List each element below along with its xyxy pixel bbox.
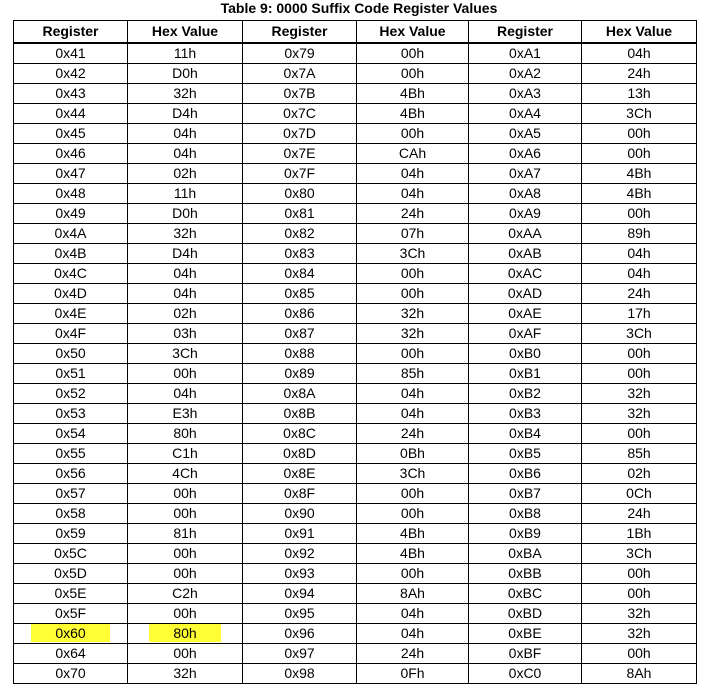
register-cell: 0x5F xyxy=(14,604,128,624)
table-row xyxy=(14,184,697,204)
table-row xyxy=(14,104,697,124)
hex-value-cell: 04h xyxy=(128,284,243,304)
table-row xyxy=(14,284,697,304)
hex-value-cell: 24h xyxy=(357,424,469,444)
table-row xyxy=(14,504,697,524)
register-cell: 0x59 xyxy=(14,524,128,544)
register-cell: 0xAF xyxy=(469,324,582,344)
register-cell: 0xB6 xyxy=(469,464,582,484)
register-cell: 0x94 xyxy=(243,584,357,604)
register-cell: 0xB2 xyxy=(469,384,582,404)
register-cell: 0xAC xyxy=(469,264,582,284)
hex-value-cell: 00h xyxy=(357,564,469,584)
header-register-3: Register xyxy=(469,21,582,44)
hex-value-cell: 0Ch xyxy=(582,484,697,504)
hex-value-cell: 24h xyxy=(357,204,469,224)
register-cell: 0x8F xyxy=(243,484,357,504)
hex-value-cell: 04h xyxy=(128,384,243,404)
hex-value-cell: 3Ch xyxy=(357,464,469,484)
register-cell: 0x8D xyxy=(243,444,357,464)
hex-value-cell: 00h xyxy=(582,144,697,164)
hex-value-cell: 17h xyxy=(582,304,697,324)
table-row xyxy=(14,404,697,424)
hex-value-cell: 32h xyxy=(582,604,697,624)
register-cell: 0xBB xyxy=(469,564,582,584)
register-cell: 0x7B xyxy=(243,84,357,104)
table-header-row xyxy=(14,21,697,44)
hex-value-cell xyxy=(128,624,243,644)
hex-value-cell: 89h xyxy=(582,224,697,244)
hex-value-cell: 00h xyxy=(582,204,697,224)
register-cell: 0x7F xyxy=(243,164,357,184)
hex-value-cell: 32h xyxy=(357,324,469,344)
register-cell: 0x80 xyxy=(243,184,357,204)
hex-value-cell: 04h xyxy=(357,624,469,644)
hex-value-cell: 4Bh xyxy=(357,84,469,104)
register-cell: 0xBE xyxy=(469,624,582,644)
hex-value-cell: 32h xyxy=(582,404,697,424)
register-cell: 0x50 xyxy=(14,344,128,364)
hex-value-cell: 00h xyxy=(357,124,469,144)
header-register-1: Register xyxy=(14,21,128,44)
register-cell: 0xBC xyxy=(469,584,582,604)
hex-value-cell: 32h xyxy=(128,84,243,104)
hex-value-cell: 04h xyxy=(128,264,243,284)
table-row xyxy=(14,144,697,164)
register-cell: 0x64 xyxy=(14,644,128,664)
register-cell: 0x41 xyxy=(14,43,128,64)
register-cell: 0x96 xyxy=(243,624,357,644)
hex-value-cell: 00h xyxy=(357,264,469,284)
hex-value-cell: 04h xyxy=(357,404,469,424)
hex-value-cell: 0Fh xyxy=(357,664,469,684)
hex-value-cell: 85h xyxy=(357,364,469,384)
hex-value-cell: 00h xyxy=(128,544,243,564)
hex-value-cell: 00h xyxy=(582,344,697,364)
register-cell: 0xB3 xyxy=(469,404,582,424)
hex-value-cell: 32h xyxy=(128,664,243,684)
register-cell: 0x4F xyxy=(14,324,128,344)
hex-value-cell: 3Ch xyxy=(128,344,243,364)
header-hex-value-3: Hex Value xyxy=(582,21,697,44)
table-row xyxy=(14,304,697,324)
hex-value-cell: 00h xyxy=(128,364,243,384)
register-cell: 0x8E xyxy=(243,464,357,484)
hex-value-cell: C1h xyxy=(128,444,243,464)
register-cell: 0xA1 xyxy=(469,43,582,64)
register-cell: 0x47 xyxy=(14,164,128,184)
hex-value-cell: 03h xyxy=(128,324,243,344)
hex-value-cell: 4Bh xyxy=(357,104,469,124)
register-cell: 0xB8 xyxy=(469,504,582,524)
hex-value-cell: 8Ah xyxy=(357,584,469,604)
table-row xyxy=(14,464,697,484)
register-cell: 0x43 xyxy=(14,84,128,104)
register-cell: 0x91 xyxy=(243,524,357,544)
table-row xyxy=(14,364,697,384)
register-cell: 0x7A xyxy=(243,64,357,84)
table-row xyxy=(14,43,697,64)
register-cell: 0xA3 xyxy=(469,84,582,104)
hex-value-cell: 3Ch xyxy=(582,324,697,344)
hex-value-cell: 00h xyxy=(582,424,697,444)
register-cell: 0x56 xyxy=(14,464,128,484)
hex-value-cell: 00h xyxy=(357,504,469,524)
hex-value-cell: 24h xyxy=(582,64,697,84)
hex-value-cell: 11h xyxy=(128,43,243,64)
hex-value-cell: 00h xyxy=(357,43,469,64)
hex-value-cell: CAh xyxy=(357,144,469,164)
register-cell: 0x81 xyxy=(243,204,357,224)
hex-value-cell: 13h xyxy=(582,84,697,104)
register-cell: 0xA4 xyxy=(469,104,582,124)
register-cell: 0x46 xyxy=(14,144,128,164)
hex-value-cell: 4Bh xyxy=(582,164,697,184)
hex-value-cell: 8Ah xyxy=(582,664,697,684)
register-cell: 0x88 xyxy=(243,344,357,364)
table-row xyxy=(14,564,697,584)
register-cell: 0x97 xyxy=(243,644,357,664)
table-row xyxy=(14,344,697,364)
table-row xyxy=(14,84,697,104)
table-row xyxy=(14,584,697,604)
hex-value-cell: 02h xyxy=(128,304,243,324)
hex-value-cell: D0h xyxy=(128,64,243,84)
register-cell: 0xA6 xyxy=(469,144,582,164)
register-cell: 0x7C xyxy=(243,104,357,124)
hex-value-cell: 07h xyxy=(357,224,469,244)
register-cell: 0x45 xyxy=(14,124,128,144)
register-cell: 0x4D xyxy=(14,284,128,304)
register-cell: 0x49 xyxy=(14,204,128,224)
hex-value-cell: 00h xyxy=(128,504,243,524)
header-hex-value-2: Hex Value xyxy=(357,21,469,44)
table-row xyxy=(14,664,697,684)
hex-value-cell: 32h xyxy=(582,384,697,404)
register-cell: 0xB7 xyxy=(469,484,582,504)
hex-value-cell: 00h xyxy=(582,564,697,584)
register-cell: 0x4E xyxy=(14,304,128,324)
register-cell: 0xB0 xyxy=(469,344,582,364)
register-cell: 0xA2 xyxy=(469,64,582,84)
hex-value-cell: 81h xyxy=(128,524,243,544)
hex-value-cell: E3h xyxy=(128,404,243,424)
hex-value-cell: 1Bh xyxy=(582,524,697,544)
register-cell: 0xAD xyxy=(469,284,582,304)
hex-value-cell: 00h xyxy=(128,484,243,504)
hex-value-cell: 3Ch xyxy=(357,244,469,264)
hex-value-cell: 00h xyxy=(357,344,469,364)
register-cell: 0x86 xyxy=(243,304,357,324)
register-cell: 0xBA xyxy=(469,544,582,564)
table-row xyxy=(14,124,697,144)
hex-value-cell: 00h xyxy=(128,564,243,584)
hex-value-cell: 04h xyxy=(582,264,697,284)
register-cell: 0x48 xyxy=(14,184,128,204)
register-cell: 0x4B xyxy=(14,244,128,264)
hex-value-cell: 32h xyxy=(357,304,469,324)
register-cell: 0xAB xyxy=(469,244,582,264)
hex-value-cell: D4h xyxy=(128,104,243,124)
register-cell: 0x84 xyxy=(243,264,357,284)
hex-value-cell: 04h xyxy=(357,184,469,204)
hex-value-cell: 24h xyxy=(582,504,697,524)
register-cell: 0x55 xyxy=(14,444,128,464)
hex-value-cell: 00h xyxy=(128,604,243,624)
hex-value-cell: 85h xyxy=(582,444,697,464)
register-cell: 0x4A xyxy=(14,224,128,244)
hex-value-cell: 04h xyxy=(128,124,243,144)
hex-value-cell: 4Bh xyxy=(357,524,469,544)
hex-value-cell: 0Bh xyxy=(357,444,469,464)
register-cell: 0xB9 xyxy=(469,524,582,544)
register-cell xyxy=(14,624,128,644)
register-cell: 0x8C xyxy=(243,424,357,444)
register-cell: 0xAE xyxy=(469,304,582,324)
table-row xyxy=(14,544,697,564)
hex-value-cell: 80h xyxy=(128,424,243,444)
table-row xyxy=(14,384,697,404)
hex-value-cell: 24h xyxy=(357,644,469,664)
register-cell: 0x95 xyxy=(243,604,357,624)
highlighted-value: 0x60 xyxy=(31,624,109,642)
register-cell: 0x93 xyxy=(243,564,357,584)
table-body xyxy=(14,43,697,684)
register-cell: 0x51 xyxy=(14,364,128,384)
table-row xyxy=(14,484,697,504)
register-cell: 0x7E xyxy=(243,144,357,164)
hex-value-cell: D0h xyxy=(128,204,243,224)
table-row xyxy=(14,624,697,644)
table-row xyxy=(14,604,697,624)
hex-value-cell: 02h xyxy=(128,164,243,184)
register-cell: 0x44 xyxy=(14,104,128,124)
register-cell: 0x89 xyxy=(243,364,357,384)
register-cell: 0xBD xyxy=(469,604,582,624)
register-cell: 0xC0 xyxy=(469,664,582,684)
table-row xyxy=(14,164,697,184)
register-cell: 0xA8 xyxy=(469,184,582,204)
hex-value-cell: 00h xyxy=(582,364,697,384)
register-cell: 0x58 xyxy=(14,504,128,524)
register-cell: 0x57 xyxy=(14,484,128,504)
hex-value-cell: 00h xyxy=(582,584,697,604)
register-cell: 0xBF xyxy=(469,644,582,664)
header-hex-value-1: Hex Value xyxy=(128,21,243,44)
hex-value-cell: 00h xyxy=(582,124,697,144)
hex-value-cell: 04h xyxy=(357,604,469,624)
register-cell: 0xB4 xyxy=(469,424,582,444)
register-cell: 0xB5 xyxy=(469,444,582,464)
register-cell: 0x5E xyxy=(14,584,128,604)
table-caption: Table 9: 0000 Suffix Code Register Values xyxy=(220,0,498,16)
register-cell: 0x98 xyxy=(243,664,357,684)
table-row xyxy=(14,204,697,224)
hex-value-cell: 4Bh xyxy=(582,184,697,204)
register-cell: 0xA5 xyxy=(469,124,582,144)
hex-value-cell: 00h xyxy=(357,64,469,84)
register-cell: 0x52 xyxy=(14,384,128,404)
register-cell: 0xB1 xyxy=(469,364,582,384)
register-cell: 0x90 xyxy=(243,504,357,524)
hex-value-cell: 11h xyxy=(128,184,243,204)
table-row xyxy=(14,424,697,444)
hex-value-cell: 3Ch xyxy=(582,104,697,124)
register-cell: 0x42 xyxy=(14,64,128,84)
highlighted-value: 80h xyxy=(149,624,220,642)
hex-value-cell: 04h xyxy=(357,384,469,404)
table-row xyxy=(14,244,697,264)
register-cell: 0x5D xyxy=(14,564,128,584)
register-cell: 0x87 xyxy=(243,324,357,344)
register-cell: 0x83 xyxy=(243,244,357,264)
register-cell: 0x7D xyxy=(243,124,357,144)
hex-value-cell: 00h xyxy=(128,644,243,664)
hex-value-cell: 4Bh xyxy=(357,544,469,564)
register-cell: 0x8A xyxy=(243,384,357,404)
table-row xyxy=(14,224,697,244)
register-cell: 0xA9 xyxy=(469,204,582,224)
hex-value-cell: 04h xyxy=(582,43,697,64)
header-register-2: Register xyxy=(243,21,357,44)
table-row xyxy=(14,324,697,344)
hex-value-cell: D4h xyxy=(128,244,243,264)
table-row xyxy=(14,444,697,464)
hex-value-cell: 32h xyxy=(128,224,243,244)
register-cell: 0x53 xyxy=(14,404,128,424)
hex-value-cell: 24h xyxy=(582,284,697,304)
register-cell: 0x82 xyxy=(243,224,357,244)
register-cell: 0x5C xyxy=(14,544,128,564)
register-cell: 0x4C xyxy=(14,264,128,284)
register-cell: 0x79 xyxy=(243,43,357,64)
table-row xyxy=(14,524,697,544)
hex-value-cell: C2h xyxy=(128,584,243,604)
hex-value-cell: 04h xyxy=(357,164,469,184)
register-cell: 0x92 xyxy=(243,544,357,564)
hex-value-cell: 3Ch xyxy=(582,544,697,564)
hex-value-cell: 00h xyxy=(582,644,697,664)
hex-value-cell: 4Ch xyxy=(128,464,243,484)
register-cell: 0xAA xyxy=(469,224,582,244)
hex-value-cell: 00h xyxy=(357,484,469,504)
hex-value-cell: 00h xyxy=(357,284,469,304)
hex-value-cell: 04h xyxy=(582,244,697,264)
register-cell: 0xA7 xyxy=(469,164,582,184)
register-cell: 0x54 xyxy=(14,424,128,444)
register-values-table xyxy=(13,20,697,684)
table-row xyxy=(14,64,697,84)
hex-value-cell: 04h xyxy=(128,144,243,164)
register-cell: 0x70 xyxy=(14,664,128,684)
hex-value-cell: 02h xyxy=(582,464,697,484)
table-row xyxy=(14,264,697,284)
table-row xyxy=(14,644,697,664)
hex-value-cell: 32h xyxy=(582,624,697,644)
register-cell: 0x8B xyxy=(243,404,357,424)
register-cell: 0x85 xyxy=(243,284,357,304)
